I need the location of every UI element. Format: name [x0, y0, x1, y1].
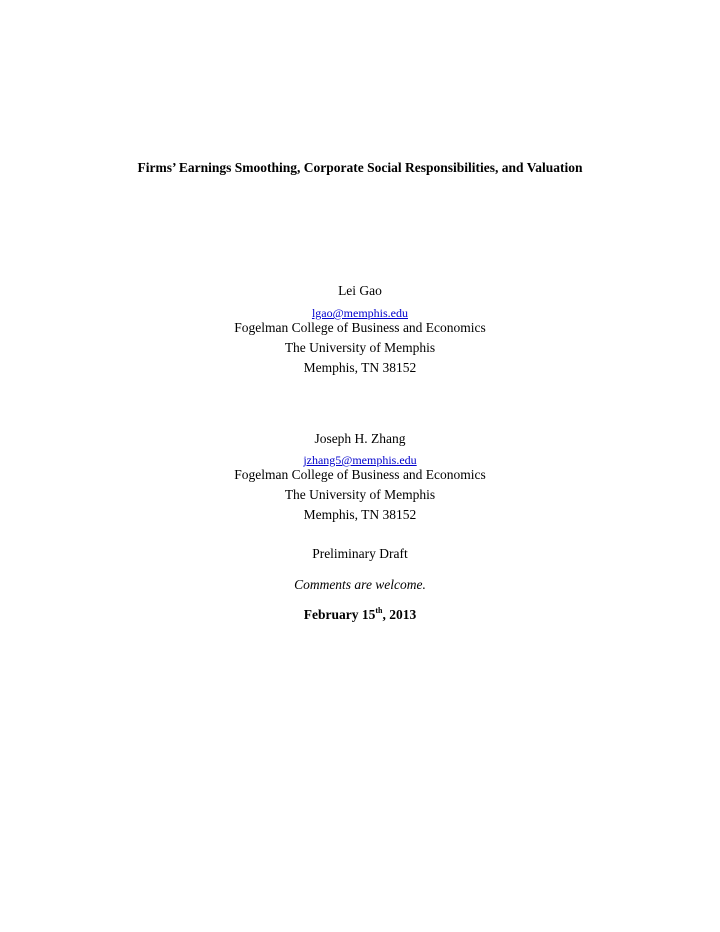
paper-title: Firms’ Earnings Smoothing, Corporate Social Responsibilities, and Valuation: [137, 160, 583, 175]
author-1-affiliation-college: Fogelman College of Business and Economics: [234, 320, 486, 335]
author-2-name: Joseph H. Zhang: [314, 431, 406, 446]
author-2-email-row: [0, 452, 720, 468]
author-2-affiliation-university: The University of Memphis: [284, 487, 436, 502]
author-1-affiliation-university: The University of Memphis: [284, 340, 436, 355]
comments-note: Comments are welcome.: [294, 577, 426, 592]
author-1-name: Lei Gao: [338, 283, 382, 298]
date-year: , 2013: [382, 607, 417, 622]
date-month-day: February 15: [303, 607, 376, 622]
author-2-affiliation-address: Memphis, TN 38152: [303, 507, 417, 522]
author-1-affiliation-address: Memphis, TN 38152: [303, 360, 417, 375]
date-ordinal-suffix: th: [375, 606, 383, 615]
author-1-email-row: [0, 305, 720, 321]
author-2-email-link[interactable]: jzhang5@memphis.edu: [303, 453, 417, 467]
author-2-affiliation-college: Fogelman College of Business and Economics: [234, 467, 486, 482]
author-1-email-link[interactable]: lgao@memphis.edu: [311, 306, 409, 320]
paper-date: [0, 608, 720, 622]
draft-status: Preliminary Draft: [312, 546, 408, 561]
